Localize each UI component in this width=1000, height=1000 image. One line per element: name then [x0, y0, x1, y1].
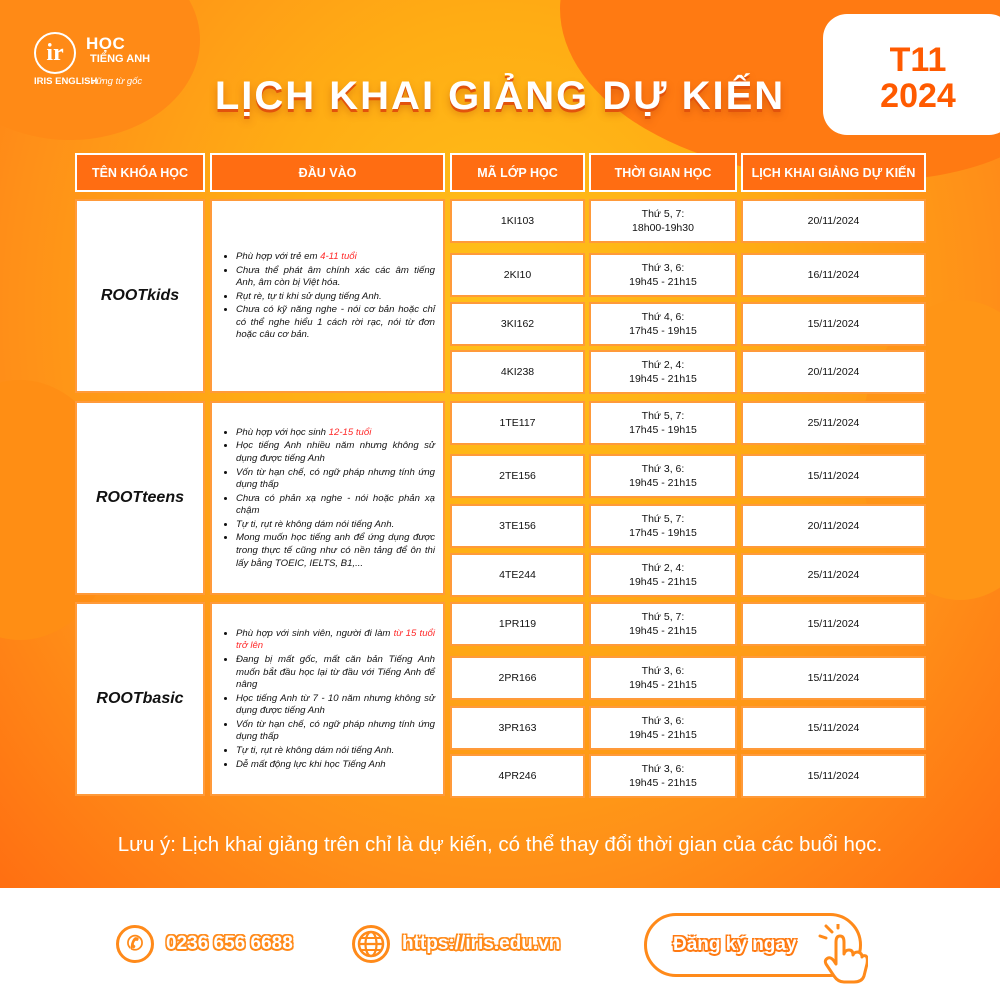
start-date-cell: [741, 454, 926, 498]
badge-year: 2024: [880, 77, 956, 115]
study-hours: 19h45 - 21h15: [629, 625, 697, 637]
start-date: 20/11/2024: [807, 215, 860, 227]
class-code: 3PR163: [498, 722, 537, 734]
start-date-cell: [741, 253, 926, 297]
requirement-age-highlight: 4-11 tuổi: [320, 250, 357, 262]
class-code: 1KI103: [500, 215, 535, 227]
class-code: 2KI10: [503, 269, 532, 281]
class-code-cell: [450, 706, 585, 750]
class-code-cell: [450, 253, 585, 297]
study-time-cell: [589, 401, 737, 445]
entry-requirement-item: [236, 628, 435, 653]
header-study-time: THỜI GIAN HỌC: [589, 153, 737, 192]
start-date-cell: [741, 199, 926, 243]
entry-requirement-item: [236, 759, 435, 772]
entry-requirement-item: [236, 493, 435, 518]
study-days: Thứ 3, 6:: [641, 262, 685, 274]
study-time-cell: [589, 302, 737, 346]
logo-line-2: TIẾNG ANH: [90, 53, 151, 65]
class-code: 1PR119: [498, 618, 537, 630]
entry-requirement-item: [236, 427, 435, 440]
entry-requirement-item: [236, 304, 435, 342]
entry-requirement-item: [236, 467, 435, 492]
entry-requirement-item: [236, 291, 435, 304]
study-time-cell: [589, 754, 737, 798]
entry-requirement-item: [236, 519, 435, 532]
entry-requirement-item: [236, 745, 435, 758]
study-time-cell: [589, 656, 737, 700]
study-days: Thứ 5, 7:: [641, 513, 685, 525]
study-hours: 18h00-19h30: [632, 222, 694, 234]
class-code-cell: [450, 553, 585, 597]
requirement-text: Phù hợp với học sinh: [236, 426, 329, 438]
entry-requirements-cell: [210, 401, 445, 595]
start-date-cell: [741, 553, 926, 597]
study-hours: 19h45 - 21h15: [629, 729, 697, 741]
brand-logo[interactable]: [34, 32, 164, 88]
entry-requirements-list: [222, 628, 435, 773]
study-time-cell: [589, 454, 737, 498]
start-date: 15/11/2024: [807, 672, 860, 684]
requirement-age-highlight: 12-15 tuổi: [328, 426, 372, 438]
badge-month: T11: [889, 41, 947, 79]
start-date-cell: [741, 706, 926, 750]
globe-icon[interactable]: [352, 925, 390, 963]
start-date-cell: [741, 504, 926, 548]
course-name-cell: [75, 401, 205, 595]
study-days: Thứ 3, 6:: [641, 715, 685, 727]
study-days: Thứ 4, 6:: [641, 311, 685, 323]
requirement-text: Rụt rè, tự ti khi sử dụng tiếng Anh.: [236, 290, 382, 302]
entry-requirement-item: [236, 719, 435, 744]
entry-requirement-item: [236, 440, 435, 465]
start-date: 20/11/2024: [807, 366, 860, 378]
class-code-cell: [450, 401, 585, 445]
requirement-text: Học tiếng Anh nhiều năm nhưng không sử dụng được tiếng Anh: [236, 440, 435, 464]
class-code-cell: [450, 656, 585, 700]
study-time-cell: [589, 602, 737, 646]
pointer-hand-icon: [818, 924, 868, 984]
study-hours: 19h45 - 21h15: [629, 276, 697, 288]
entry-requirement-item: [236, 532, 435, 570]
start-date: 16/11/2024: [807, 269, 860, 281]
requirement-text: Dễ mất động lực khi học Tiếng Anh: [236, 758, 386, 770]
start-date: 25/11/2024: [807, 417, 860, 429]
class-code: 4TE244: [499, 569, 536, 581]
logo-brand-name: IRIS ENGLISH: [34, 76, 98, 87]
entry-requirements-list: [222, 251, 435, 343]
class-code: 3TE156: [499, 520, 536, 532]
study-days: Thứ 2, 4:: [641, 562, 685, 574]
requirement-text: Chưa thể phát âm chính xác các âm tiếng Anh, âm còn bị Việt hóa.: [236, 264, 435, 289]
class-code-cell: [450, 504, 585, 548]
class-code-cell: [450, 602, 585, 646]
header-start-date: LỊCH KHAI GIẢNG DỰ KIẾN: [741, 153, 926, 192]
study-hours: 19h45 - 21h15: [629, 477, 697, 489]
study-time-cell: [589, 253, 737, 297]
entry-requirements-list: [222, 427, 435, 572]
entry-requirement-item: [236, 693, 435, 718]
start-date: 25/11/2024: [807, 569, 860, 581]
start-date-cell: [741, 754, 926, 798]
requirement-text: Học tiếng Anh từ 7 - 10 năm nhưng không sử dụng được tiếng Anh: [236, 692, 435, 717]
study-days: Thứ 3, 6:: [641, 463, 685, 475]
page-title: LỊCH KHAI GIẢNG DỰ KIẾN: [214, 74, 786, 118]
requirement-text: Chưa có kỹ năng nghe - nói cơ bản hoặc chỉ có thể nghe hiểu 1 cách rời rạc, nói từ đơn hoặc câu cơ bản.: [236, 304, 435, 341]
start-date: 15/11/2024: [807, 318, 860, 330]
disclaimer-note: Lưu ý: Lịch khai giảng trên chỉ là dự kiến, có thể thay đổi thời gian của các buổi học.: [117, 833, 883, 856]
study-days: Thứ 5, 7:: [641, 611, 685, 623]
start-date-cell: [741, 302, 926, 346]
class-code: 4KI238: [500, 366, 535, 378]
study-time-cell: [589, 199, 737, 243]
class-code-cell: [450, 199, 585, 243]
requirement-text: Vốn từ hạn chế, có ngữ pháp nhưng tính ứng dụng thấp: [236, 466, 435, 491]
class-code-cell: [450, 454, 585, 498]
class-code: 4PR246: [498, 770, 537, 782]
requirement-text: Phù hợp với sinh viên, người đi làm: [236, 627, 394, 639]
start-date: 20/11/2024: [807, 520, 860, 532]
phone-number[interactable]: 0236 656 6688: [166, 933, 293, 954]
requirement-text: Tự ti, rụt rè không dám nói tiếng Anh.: [236, 518, 395, 530]
requirement-text: Mong muốn học tiếng anh để ứng dụng được trong thực tế cũng như có nền tảng để ôn thi lấy bằng TOEIC, IELTS, B1,...: [236, 532, 435, 569]
study-hours: 17h45 - 19h15: [629, 424, 697, 436]
requirement-text: Đang bị mất gốc, mất căn bản Tiếng Anh muốn bắt đầu học lại từ đầu với Tiếng Anh để nâng: [236, 653, 435, 691]
study-time-cell: [589, 504, 737, 548]
header-course-name: TÊN KHÓA HỌC: [75, 153, 205, 192]
entry-requirement-item: [236, 265, 435, 290]
requirement-text: Chưa có phản xạ nghe - nói hoặc phản xạ chậm: [236, 492, 435, 517]
month-badge: [823, 14, 1000, 135]
entry-requirement-item: [236, 654, 435, 692]
requirement-text: Tự ti, rụt rè không dám nói tiếng Anh.: [236, 745, 395, 757]
start-date-cell: [741, 401, 926, 445]
start-date: 15/11/2024: [807, 618, 860, 630]
course-name: ROOTbasic: [96, 690, 184, 707]
entry-requirement-item: [236, 251, 435, 264]
class-code: 2TE156: [499, 470, 536, 482]
course-name: ROOTkids: [100, 287, 180, 304]
course-name-cell: [75, 602, 205, 796]
class-code-cell: [450, 302, 585, 346]
class-code-cell: [450, 350, 585, 394]
start-date: 15/11/2024: [807, 722, 860, 734]
study-hours: 17h45 - 19h15: [629, 527, 697, 539]
study-hours: 19h45 - 21h15: [629, 576, 697, 588]
study-days: Thứ 5, 7:: [641, 410, 685, 422]
requirement-text: Vốn từ hạn chế, có ngữ pháp nhưng tính ứng dụng thấp: [236, 718, 435, 743]
entry-requirements-cell: [210, 602, 445, 796]
header-entry: ĐẦU VÀO: [210, 153, 445, 192]
study-hours: 19h45 - 21h15: [629, 777, 697, 789]
course-name: ROOTteens: [95, 489, 184, 506]
requirement-age-highlight: từ 15 tuổi trở lên: [236, 627, 435, 652]
study-hours: 19h45 - 21h15: [629, 679, 697, 691]
class-code: 3KI162: [500, 318, 535, 330]
logo-mark: ir: [34, 32, 76, 74]
logo-line-1: HỌC: [86, 34, 126, 53]
phone-icon[interactable]: ✆: [116, 925, 154, 963]
study-hours: 17h45 - 19h15: [629, 325, 697, 337]
study-time-cell: [589, 706, 737, 750]
course-name-cell: [75, 199, 205, 393]
study-time-cell: [589, 553, 737, 597]
start-date-cell: [741, 350, 926, 394]
header-class-code: MÃ LỚP HỌC: [450, 153, 585, 192]
study-days: Thứ 5, 7:: [641, 208, 685, 220]
logo-tagline: Vững từ gốc: [90, 76, 143, 87]
study-time-cell: [589, 350, 737, 394]
study-days: Thứ 2, 4:: [641, 359, 685, 371]
start-date: 15/11/2024: [807, 470, 860, 482]
class-code: 1TE117: [499, 417, 536, 429]
entry-requirements-cell: [210, 199, 445, 393]
study-days: Thứ 3, 6:: [641, 665, 685, 677]
website-link[interactable]: https://iris.edu.vn: [402, 933, 561, 954]
requirement-text: Phù hợp với trẻ em: [236, 250, 321, 262]
start-date: 15/11/2024: [807, 770, 860, 782]
study-hours: 19h45 - 21h15: [629, 373, 697, 385]
study-days: Thứ 3, 6:: [641, 763, 685, 775]
register-button-label: Đăng ký ngay: [673, 934, 797, 955]
start-date-cell: [741, 656, 926, 700]
class-code-cell: [450, 754, 585, 798]
class-code: 2PR166: [498, 672, 537, 684]
start-date-cell: [741, 602, 926, 646]
